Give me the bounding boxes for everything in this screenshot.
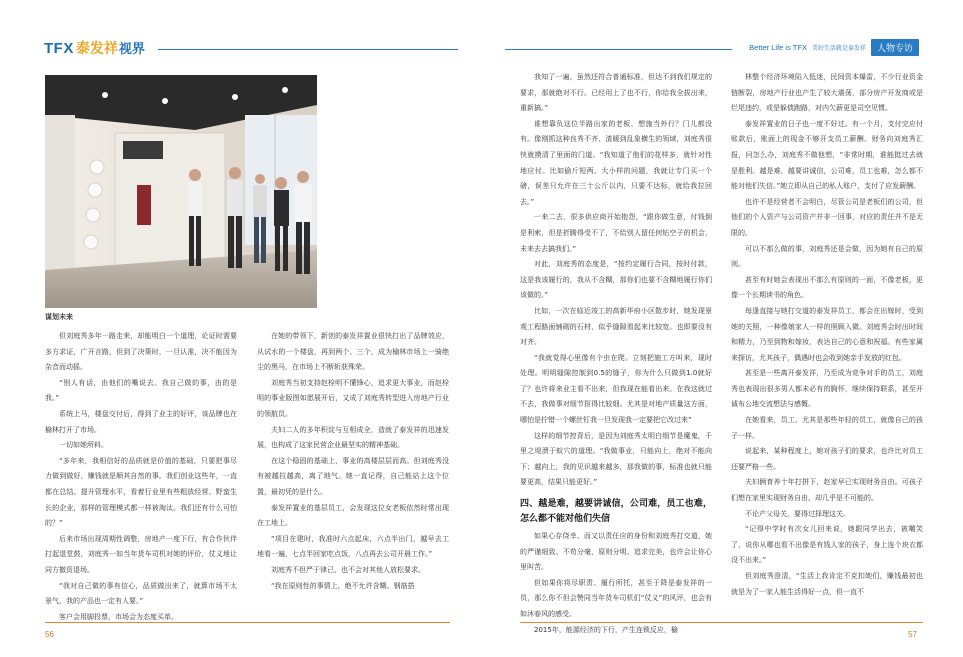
- paragraph: 系统上马，楼盘交付后，得到了业主的好评，该品牌也在榆林打开了市场。: [45, 409, 237, 434]
- photo-caption: 谋划未来: [45, 313, 73, 321]
- header-rule-left: [158, 49, 458, 50]
- right-column-2: [731, 70, 923, 600]
- paragraph: 比如，一次在临近竣工的高新华府小区散步时，她发现景观工程路面铺砌的石材，似乎缝隙看起来比较宽。也即要没有对齐。: [520, 306, 712, 347]
- paragraph: 刘庭秀当初支持赵栓明不懂锋心，追求更大事业，而赵栓明的事业版图如愿展开后，又成了刘庭秀转型进入房地产行业的领航员。: [257, 378, 449, 418]
- paragraph: 但刘庭秀澄清，“生活上我肯定不克扣她们，赚钱最初也就是为了一家人能生活得好一点，但一直不: [731, 572, 923, 596]
- article-photo: [45, 75, 317, 308]
- paragraph: “我对自己做的事有信心，品质做出来了，就算市场不太景气，我的产品也一定有人要。”: [45, 581, 237, 606]
- paragraph: 刘庭秀不但严于律己，也不会对其他人放松要求。: [271, 565, 425, 574]
- paragraph: 不论产父母关，要得过择理这关。: [745, 509, 850, 518]
- paragraph: 2015年，能源经济的下行，产生连锁反应，榆: [534, 625, 678, 634]
- paragraph: 甚至有时她会表现出不那么有原则的一面，不像老板，更像一个长期读书的角色。: [731, 275, 923, 300]
- paragraph: 客户会用脚投票，市场会为态度买单。: [59, 612, 178, 621]
- page-number-left: 56: [45, 630, 54, 639]
- paragraph: 在她的带领下，新创的泰发祥置业很快打出了品牌效应，从试水的一个楼盘，再到两个、三个，成为榆林市场上一骑绝尘的黑马，在市场上不断斩获殊荣。: [257, 332, 449, 372]
- paragraph: 在这个稳固的基础上，事业的高楼层层而高。但刘庭秀没有被越拉越高，离了地气。她一直记得，自己能站上这个位置，最初凭的是什么。: [257, 456, 449, 496]
- section-tag: 人物专访: [871, 39, 919, 56]
- paragraph: 说起来，某种程度上，她对孩子们的要求，也许比对员工还要严格一些。: [731, 447, 923, 471]
- slogan-en: Better Life is TFX: [749, 43, 807, 52]
- footer-rule-right: [520, 622, 923, 623]
- header-rule-right: [505, 49, 732, 50]
- logo-sight: 视界: [118, 41, 145, 56]
- left-column-1: [45, 329, 237, 625]
- section-heading: 四、越是难，越要讲诚信，公司难，员工也难，怎么都不能对他们失信: [520, 499, 712, 525]
- paragraph: “项目在建时，我准时六点起床，六点半出门，越早去工地看一遍，七点半回家吃点饭，八点再去公司开晨工作。”: [257, 534, 449, 559]
- header-right: [749, 39, 919, 56]
- slogan-cn: 美好生活就是泰发祥: [811, 45, 866, 52]
- paragraph: “别人有话，由他们的嘴说去。我自己做的事，由的是我。”: [45, 378, 237, 403]
- right-column-1-top: [520, 70, 712, 491]
- paragraph: “我就觉得心里像有个虫在爬。立刻把施工方叫来，现时处理。明明缝隙控制到0.5的缝子，你为什么只做到1.0就好了？也许将来业主看不出来，但我现在能看出来。在我这就过不去，我做事对细节抠得比较细。尤其是对地产质量这方面，哪怕是拧错一个螺丝钉我一旦发现我一定要把它改过来”: [520, 353, 712, 425]
- paragraph: 这样的细节控背后，是因为刘庭秀太明白细节是魔鬼，千里之堤溃于蚁穴的道理。“我做事业，只能向上，绝对不能向下；越向上，我的见识越来越多，那我做的事，标准也就只能要更高，结果只能更好。”: [520, 431, 712, 487]
- paragraph: 泰发祥置业的基层员工，会发现这位女老板依然时常出现在工地上。: [257, 503, 449, 528]
- paragraph: 泰发祥置业的日子也一度不好过。有一个月，支付完应付账款后，账面上的现金不够开支员工薪酬。财务向刘庭秀汇报，问怎么办，刘庭秀不做他想，“非常时期，谁能挺过去就是胜利。越是难，越要讲诚信，公司难，员工也难，怎么都不能对他们失信。”她立即从自己的私人账户，支付了应发薪酬。: [731, 119, 923, 191]
- footer-rule-left: [45, 622, 450, 623]
- paragraph: 可以不那么做的事，刘庭秀还是会做，因为她有自己的原则。: [731, 244, 923, 269]
- paragraph: 但如果你将尽职责、履行所托，甚至于降是泰发祥的一员，那么你不但会赞同当年货车司机们“仗义”的风评，也会有如沐春风的感受。: [520, 578, 712, 618]
- paragraph: 谁想靠负这位半路出家的老板、想施当外行？门儿都没有。像刚抓这种良秀不齐、渣暖到乱象横生的领域，刘庭秀很快就摸清了里面的门道。“我知道了他们的花样多，就针对性地应付。比如偷斤短两、大小样的问题，我就让专门买一个磅，误差只允许在三十公斤以内，只要不达标，就给我拉回去。”: [520, 119, 712, 206]
- paragraph: 后来市场出现周期性调整，房地产一度下行，有合作伙伴打起退堂鼓，刘庭秀一如当年货车司机对她的评价，仗义地让同方撤资退场。: [45, 534, 237, 574]
- paragraph: 夫妇二人的多年积淀与互相成全，造就了泰发祥的迅速发展，也构成了这家民营企业最坚实的精神基础。: [257, 425, 449, 450]
- paragraph: 对此，刘庭秀的态度是，“按约定履行合同，按时付款，这是我该履行的，我从不含糊，那你们也要不含糊地履行你们该做的。”: [520, 260, 712, 300]
- logo-tfx: TFX: [44, 40, 74, 57]
- paragraph: 每逢直接与她打交道的泰发祥员工，都会在出嫁时，受到她的关照，一种像娘家人一样的照顾入微。刘庭秀会时出时间和精力，乃至到物和嫁妆，表达自己的心意和祝福。有些家属来探访，尤其孩子，偶遇时也会收到她亲手发放的红包。: [731, 306, 923, 362]
- paragraph: “多年来，我相信好的品质就是价值的基础，只要把事尽力做到做好，赚钱就是顺其自然的事。我们创业这些年，一直都在总结、提升管理水平，看着行业里有些粗放经营、野蛮生长的企业，那样的管理模式都一样被淘汰。我们还有什么可怕的？”: [45, 456, 237, 528]
- right-column-1: [520, 70, 712, 638]
- paragraph: 在她看来，员工、尤其是那些年轻的员工，就像自己的孩子一样。: [731, 416, 923, 440]
- photo-illustration: [45, 75, 317, 308]
- paragraph: 我知了一遍，虽然还符合普通标准，但达不到我们规定的要求，那就绝对不行。已经用上了也不行，你给我全拔出来，重新搞。”: [520, 73, 712, 113]
- paragraph: 林整个经济环境陷入低迷，民间资本爆雷，不少行业资金链断裂，房地产行业也产生了较大震荡，部分房产开发商或是烂尾违约，或是躲债跑路，对内欠薪更是司空见惯。: [731, 73, 923, 113]
- magazine-logo: [44, 38, 145, 57]
- paragraph: “我在原则性的事情上，绝不允许含糊。钢筋搭: [271, 581, 415, 590]
- paragraph: 如果心存侥幸、而又以责任应的身份和刘庭秀打交道，她的严谨细致、不苟分毫，原则分明、追求完美，也许会让你心里叫苦。: [520, 532, 712, 572]
- paragraph: 一来二去，很多供应商开始抱怨，“跟你做生意，付钱倒是利索，但是折腾得受不了，不给别人留任何钻空子的机会，未来去去搞我们。”: [520, 213, 712, 253]
- paragraph: “记得中学时有次女儿回来说，她跟同学出去，被嘲笑了，说你从哪也看不出像是有钱人家的孩子，身上连个块衣都没不出来。”: [731, 525, 923, 565]
- page-number-right: 57: [908, 630, 917, 639]
- paragraph: 但刘庭秀多年一路走来，却能明白一个道理，论证时需要多方求证，广开言路，但到了决策时，一旦认准，决不能因为杂音而动摇。: [45, 332, 237, 372]
- left-column-2: [257, 329, 449, 594]
- paragraph: 也许不是经营者不会明白，尽管公司是老板们的公司，但他们的个人资产与公司资产并非一回事，对应的责任并不是无限的。: [731, 197, 923, 237]
- logo-brand: 泰发祥: [75, 40, 118, 56]
- paragraph: 甚至是一些离开泰发祥，乃至成为竞争对手的员工，刘庭秀也表现出很多男人都未必有的胸怀，继续保持联系，甚至开诚布公地交流想法与感慨。: [731, 369, 923, 409]
- paragraph: 夫妇俩育养十年打拼下，赵家早已实现财务自由。可孩子们想在家里实现财务自由，却几乎是不可能的。: [731, 478, 923, 503]
- paragraph: 一切如她所料。: [59, 441, 108, 450]
